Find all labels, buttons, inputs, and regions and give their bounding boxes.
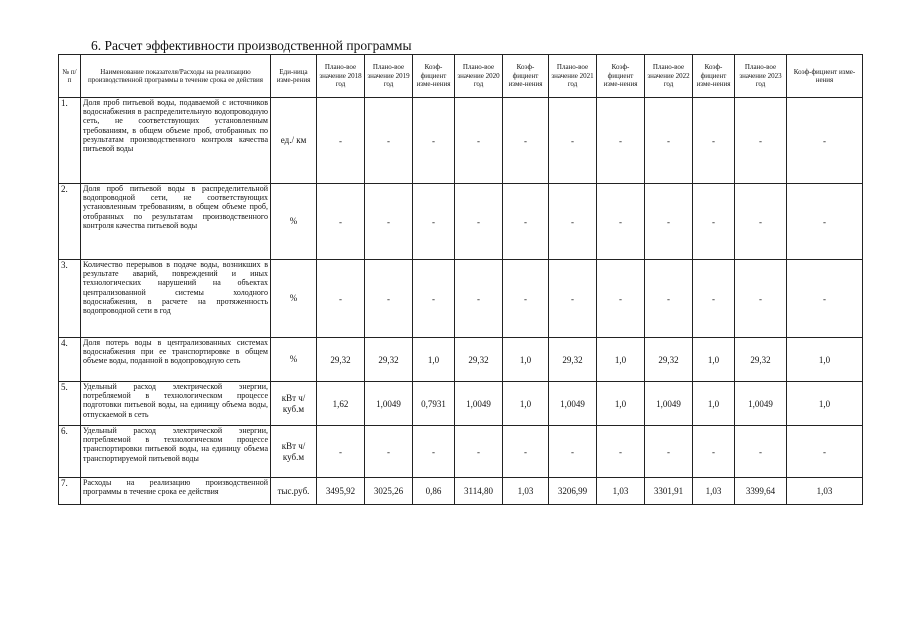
column-header: Наименование показателя/Расходы на реализацию производственной программы в течение срока ее действия xyxy=(81,55,271,98)
indicator-name: Удельный расход электрической энергии, потребляемой в технологическом процессе транспортировки питьевой воды, на единицу объема транспортируемой питьевой воды xyxy=(81,426,271,478)
value-cell: - xyxy=(735,98,787,184)
value-cell: - xyxy=(735,426,787,478)
value-cell: - xyxy=(317,184,365,260)
indicator-name: Доля потерь воды в централизованных системах водоснабжения при ее транспортировке в общем объеме воды, поданной в водопроводную сеть xyxy=(81,338,271,382)
value-cell: - xyxy=(549,98,597,184)
value-cell: - xyxy=(693,98,735,184)
efficiency-table xyxy=(58,54,863,505)
column-header: Еди-ница изме-рения xyxy=(271,55,317,98)
section-title: 6. Расчет эффективности производственной программы xyxy=(91,38,412,53)
value-cell: 1,0 xyxy=(787,338,863,382)
value-cell: 1,0049 xyxy=(549,382,597,426)
value-cell: - xyxy=(317,98,365,184)
value-cell: - xyxy=(413,184,455,260)
column-header: Коэф-фициент изме-нения xyxy=(597,55,645,98)
value-cell: - xyxy=(645,260,693,338)
value-cell: 3495,92 xyxy=(317,478,365,505)
value-cell: - xyxy=(787,260,863,338)
table-row xyxy=(59,426,863,478)
row-number: 2. xyxy=(59,184,81,260)
value-cell: 29,32 xyxy=(735,338,787,382)
unit-of-measure: кВт ч/куб.м xyxy=(271,426,317,478)
value-cell: - xyxy=(645,184,693,260)
value-cell: - xyxy=(645,426,693,478)
row-number: 5. xyxy=(59,382,81,426)
value-cell: 1,03 xyxy=(597,478,645,505)
value-cell: - xyxy=(597,426,645,478)
value-cell: 0,86 xyxy=(413,478,455,505)
value-cell: 3301,91 xyxy=(645,478,693,505)
value-cell: - xyxy=(413,98,455,184)
value-cell: 1,03 xyxy=(787,478,863,505)
value-cell: 29,32 xyxy=(317,338,365,382)
table-row xyxy=(59,260,863,338)
unit-of-measure: % xyxy=(271,184,317,260)
value-cell: - xyxy=(365,426,413,478)
column-header: Плано-вое значение 2020 год xyxy=(455,55,503,98)
value-cell: - xyxy=(413,426,455,478)
indicator-name: Расходы на реализацию производственной программы в течение срока ее действия xyxy=(81,478,271,505)
column-header: Плано-вое значение 2021 год xyxy=(549,55,597,98)
value-cell: 29,32 xyxy=(365,338,413,382)
table-row xyxy=(59,184,863,260)
value-cell: 29,32 xyxy=(549,338,597,382)
value-cell: - xyxy=(693,260,735,338)
row-number: 7. xyxy=(59,478,81,505)
value-cell: - xyxy=(365,260,413,338)
row-number: 3. xyxy=(59,260,81,338)
value-cell: 1,03 xyxy=(503,478,549,505)
unit-of-measure: % xyxy=(271,260,317,338)
indicator-name: Доля проб питьевой воды, подаваемой с источников водоснабжения в распределительную водопроводную сеть, не соответствующих установленным требованиям, в общем объеме проб, отобранных по результатам производственного контроля качества питьевой воды xyxy=(81,98,271,184)
value-cell: 1,0049 xyxy=(645,382,693,426)
value-cell: - xyxy=(597,260,645,338)
value-cell: 1,0049 xyxy=(365,382,413,426)
value-cell: - xyxy=(365,98,413,184)
value-cell: - xyxy=(549,260,597,338)
indicator-name: Доля проб питьевой воды в распределительной водопроводной сети, не соответствующих установленным требованиям, в общем объеме проб, отобранных по результатам производственного контроля качества питьевой воды xyxy=(81,184,271,260)
value-cell: 1,0 xyxy=(597,338,645,382)
table-header-row xyxy=(59,55,863,98)
value-cell: - xyxy=(503,260,549,338)
value-cell: 3025,26 xyxy=(365,478,413,505)
value-cell: - xyxy=(455,98,503,184)
value-cell: 1,0 xyxy=(693,338,735,382)
value-cell: 1,0 xyxy=(693,382,735,426)
value-cell: 1,0 xyxy=(787,382,863,426)
value-cell: 29,32 xyxy=(645,338,693,382)
value-cell: - xyxy=(455,260,503,338)
value-cell: - xyxy=(645,98,693,184)
table-row xyxy=(59,478,863,505)
column-header: Плано-вое значение 2018 год xyxy=(317,55,365,98)
value-cell: - xyxy=(735,184,787,260)
value-cell: - xyxy=(549,184,597,260)
value-cell: - xyxy=(787,184,863,260)
value-cell: 1,0 xyxy=(503,338,549,382)
row-number: 4. xyxy=(59,338,81,382)
indicator-name: Удельный расход электрической энергии, потребляемой в технологическом процессе подготовки питьевой воды, на единицу объема воды, отпускаемой в сеть xyxy=(81,382,271,426)
unit-of-measure: ед./ км xyxy=(271,98,317,184)
value-cell: - xyxy=(317,260,365,338)
value-cell: 1,0049 xyxy=(455,382,503,426)
column-header: Коэф-фициент изме-нения xyxy=(787,55,863,98)
value-cell: - xyxy=(693,426,735,478)
value-cell: 1,0 xyxy=(413,338,455,382)
row-number: 1. xyxy=(59,98,81,184)
value-cell: - xyxy=(597,98,645,184)
value-cell: 1,0 xyxy=(503,382,549,426)
value-cell: 1,62 xyxy=(317,382,365,426)
value-cell: - xyxy=(503,98,549,184)
value-cell: 29,32 xyxy=(455,338,503,382)
value-cell: - xyxy=(549,426,597,478)
value-cell: - xyxy=(365,184,413,260)
column-header: Коэф-фициент изме-нения xyxy=(413,55,455,98)
column-header: Коэф-фициент изме-нения xyxy=(693,55,735,98)
unit-of-measure: % xyxy=(271,338,317,382)
table-row xyxy=(59,338,863,382)
unit-of-measure: кВт ч/куб.м xyxy=(271,382,317,426)
table-row xyxy=(59,382,863,426)
value-cell: - xyxy=(317,426,365,478)
value-cell: 1,0049 xyxy=(735,382,787,426)
column-header: Плано-вое значение 2019 год xyxy=(365,55,413,98)
value-cell: - xyxy=(787,426,863,478)
column-header: № п/п xyxy=(59,55,81,98)
indicator-name: Количество перерывов в подаче воды, возникших в результате аварий, повреждений и иных технологических нарушений на объектах централизованной системы холодного водоснабжения, в расчете на протяженность водопроводной сети в год xyxy=(81,260,271,338)
column-header: Плано-вое значение 2023 год xyxy=(735,55,787,98)
row-number: 6. xyxy=(59,426,81,478)
value-cell: - xyxy=(693,184,735,260)
value-cell: 3206,99 xyxy=(549,478,597,505)
value-cell: 3399,64 xyxy=(735,478,787,505)
column-header: Плано-вое значение 2022 год xyxy=(645,55,693,98)
value-cell: - xyxy=(787,98,863,184)
value-cell: 3114,80 xyxy=(455,478,503,505)
value-cell: 1,03 xyxy=(693,478,735,505)
value-cell: 0,7931 xyxy=(413,382,455,426)
value-cell: - xyxy=(455,426,503,478)
value-cell: - xyxy=(735,260,787,338)
value-cell: - xyxy=(597,184,645,260)
value-cell: - xyxy=(503,426,549,478)
value-cell: 1,0 xyxy=(597,382,645,426)
value-cell: - xyxy=(503,184,549,260)
column-header: Коэф-фициент изме-нения xyxy=(503,55,549,98)
unit-of-measure: тыс.руб. xyxy=(271,478,317,505)
value-cell: - xyxy=(413,260,455,338)
value-cell: - xyxy=(455,184,503,260)
table-row xyxy=(59,98,863,184)
